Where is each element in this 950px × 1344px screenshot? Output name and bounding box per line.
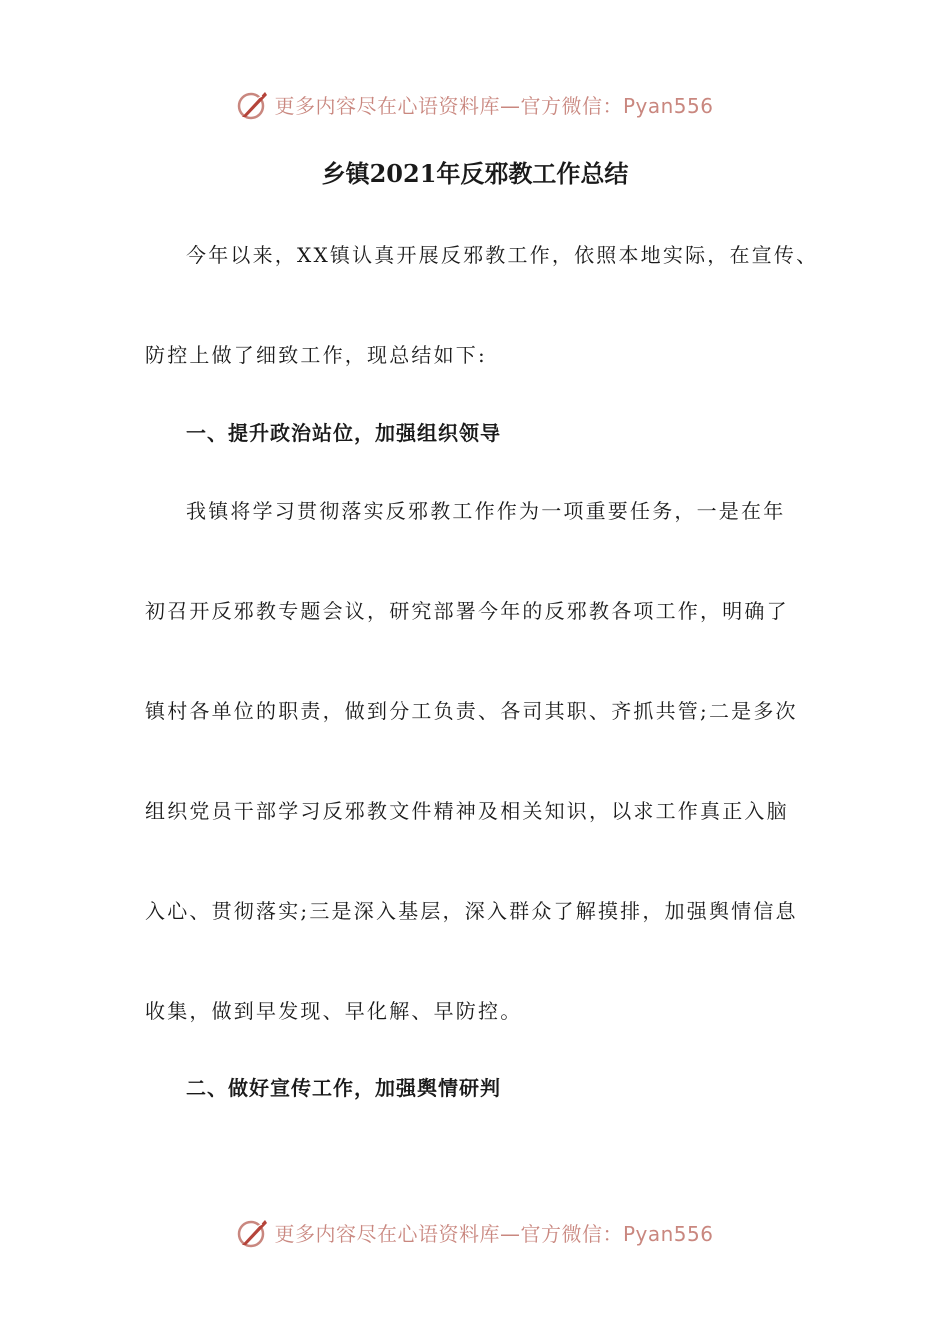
watermark-header [0, 82, 950, 126]
quill-pen-circle-icon [236, 87, 270, 121]
watermark-footer [0, 1210, 950, 1254]
section-1-line-4: 组织党员干部学习反邪教文件精神及相关知识，以求工作真正入脑 [145, 799, 789, 823]
section-1-line-1: 我镇将学习贯彻落实反邪教工作作为一项重要任务，一是在年 [186, 499, 786, 523]
section-1-heading: 一、提升政治站位，加强组织领导 [186, 421, 501, 445]
section-1-line-5: 入心、贯彻落实;三是深入基层，深入群众了解摸排，加强舆情信息 [145, 899, 798, 923]
intro-line-1: 今年以来，XX镇认真开展反邪教工作，依照本地实际，在宣传、 [186, 243, 819, 267]
section-1-line-2: 初召开反邪教专题会议，研究部署今年的反邪教各项工作，明确了 [145, 599, 789, 623]
watermark-text: 更多内容尽在心语资料库—官方微信：Pyan556 [274, 1221, 714, 1246]
section-1-line-3: 镇村各单位的职责，做到分工负责、各司其职、齐抓共管;二是多次 [145, 699, 798, 723]
quill-pen-circle-icon [236, 1215, 270, 1249]
section-1-line-6: 收集，做到早发现、早化解、早防控。 [145, 999, 523, 1023]
document-title: 乡镇2021年反邪教工作总结 [321, 159, 629, 188]
intro-line-2: 防控上做了细致工作，现总结如下: [145, 343, 487, 367]
section-2-heading: 二、做好宣传工作，加强舆情研判 [186, 1076, 501, 1100]
watermark-text: 更多内容尽在心语资料库—官方微信：Pyan556 [274, 93, 714, 118]
